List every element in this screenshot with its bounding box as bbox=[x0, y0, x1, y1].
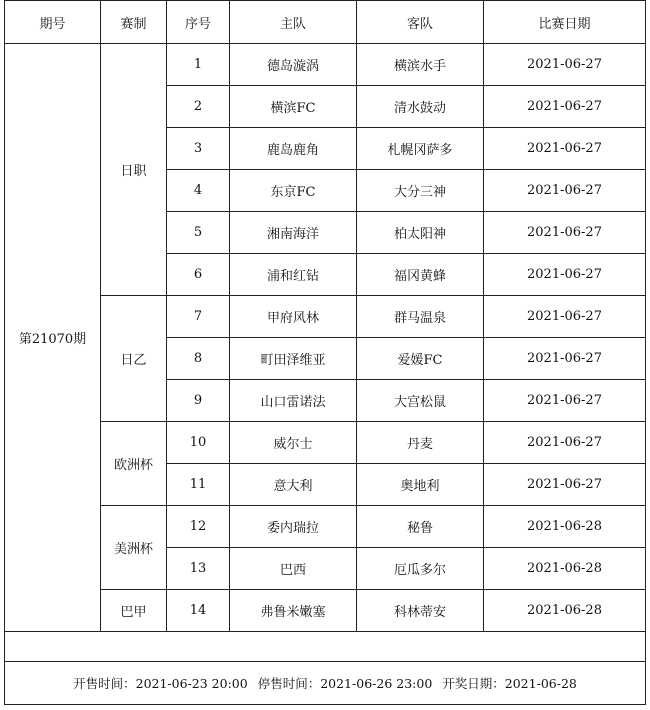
match-date-cell: 2021-06-27 bbox=[484, 86, 646, 128]
match-index-cell: 11 bbox=[167, 464, 230, 506]
header-competition: 赛制 bbox=[101, 1, 167, 44]
match-date-cell: 2021-06-28 bbox=[484, 590, 646, 632]
match-date-cell: 2021-06-27 bbox=[484, 338, 646, 380]
away-team-cell: 丹麦 bbox=[357, 422, 484, 464]
home-team-cell: 浦和红钻 bbox=[230, 254, 357, 296]
footer-row bbox=[5, 662, 646, 705]
competition-cell: 巴甲 bbox=[101, 590, 167, 632]
away-team-cell: 群马温泉 bbox=[357, 296, 484, 338]
away-team-cell: 奥地利 bbox=[357, 464, 484, 506]
blank-cell bbox=[5, 632, 646, 662]
header-period: 期号 bbox=[5, 1, 101, 44]
match-date-cell: 2021-06-28 bbox=[484, 506, 646, 548]
away-team-cell: 柏太阳神 bbox=[357, 212, 484, 254]
home-team-cell: 巴西 bbox=[230, 548, 357, 590]
match-date-cell: 2021-06-28 bbox=[484, 548, 646, 590]
table-row bbox=[5, 44, 646, 86]
home-team-cell: 德岛漩涡 bbox=[230, 44, 357, 86]
away-team-cell: 秘鲁 bbox=[357, 506, 484, 548]
home-team-cell: 鹿岛鹿角 bbox=[230, 128, 357, 170]
match-date-cell: 2021-06-27 bbox=[484, 464, 646, 506]
match-date-cell: 2021-06-27 bbox=[484, 254, 646, 296]
away-team-cell: 爱媛FC bbox=[357, 338, 484, 380]
match-index-cell: 2 bbox=[167, 86, 230, 128]
competition-cell: 日乙 bbox=[101, 296, 167, 422]
competition-cell: 美洲杯 bbox=[101, 506, 167, 590]
home-team-cell: 东京FC bbox=[230, 170, 357, 212]
away-team-cell: 横滨水手 bbox=[357, 44, 484, 86]
match-date-cell: 2021-06-27 bbox=[484, 44, 646, 86]
match-index-cell: 12 bbox=[167, 506, 230, 548]
header-index: 序号 bbox=[167, 1, 230, 44]
match-date-cell: 2021-06-27 bbox=[484, 128, 646, 170]
match-index-cell: 7 bbox=[167, 296, 230, 338]
match-index-cell: 9 bbox=[167, 380, 230, 422]
home-team-cell: 委内瑞拉 bbox=[230, 506, 357, 548]
home-team-cell: 弗鲁米嫩塞 bbox=[230, 590, 357, 632]
away-team-cell: 大分三神 bbox=[357, 170, 484, 212]
match-date-cell: 2021-06-27 bbox=[484, 422, 646, 464]
match-index-cell: 10 bbox=[167, 422, 230, 464]
match-index-cell: 1 bbox=[167, 44, 230, 86]
lottery-schedule-sheet bbox=[4, 0, 645, 707]
home-team-cell: 湘南海洋 bbox=[230, 212, 357, 254]
home-team-cell: 町田泽维亚 bbox=[230, 338, 357, 380]
table-row bbox=[5, 422, 646, 464]
header-row bbox=[5, 1, 646, 44]
table-row bbox=[5, 506, 646, 548]
match-table bbox=[4, 0, 646, 705]
away-team-cell: 清水鼓动 bbox=[357, 86, 484, 128]
table-row bbox=[5, 296, 646, 338]
header-away-team: 客队 bbox=[357, 1, 484, 44]
blank-row bbox=[5, 632, 646, 662]
home-team-cell: 横滨FC bbox=[230, 86, 357, 128]
away-team-cell: 福冈黄蜂 bbox=[357, 254, 484, 296]
table-row bbox=[5, 590, 646, 632]
home-team-cell: 意大利 bbox=[230, 464, 357, 506]
home-team-cell: 甲府风林 bbox=[230, 296, 357, 338]
away-team-cell: 大宫松鼠 bbox=[357, 380, 484, 422]
away-team-cell: 科林蒂安 bbox=[357, 590, 484, 632]
header-home-team: 主队 bbox=[230, 1, 357, 44]
match-index-cell: 8 bbox=[167, 338, 230, 380]
match-index-cell: 14 bbox=[167, 590, 230, 632]
footer-cell bbox=[5, 662, 646, 705]
match-index-cell: 4 bbox=[167, 170, 230, 212]
match-index-cell: 6 bbox=[167, 254, 230, 296]
match-index-cell: 5 bbox=[167, 212, 230, 254]
sale-stop-time: 停售时间：2021-06-26 23:00 bbox=[257, 676, 433, 691]
header-match-date: 比赛日期 bbox=[484, 1, 646, 44]
home-team-cell: 威尔士 bbox=[230, 422, 357, 464]
away-team-cell: 厄瓜多尔 bbox=[357, 548, 484, 590]
match-date-cell: 2021-06-27 bbox=[484, 296, 646, 338]
draw-date: 开奖日期：2021-06-28 bbox=[442, 676, 577, 691]
home-team-cell: 山口雷诺法 bbox=[230, 380, 357, 422]
away-team-cell: 札幌冈萨多 bbox=[357, 128, 484, 170]
competition-cell: 日职 bbox=[101, 44, 167, 296]
match-index-cell: 3 bbox=[167, 128, 230, 170]
match-body bbox=[5, 44, 646, 632]
period-cell: 第21070期 bbox=[5, 44, 101, 632]
sale-start-time: 开售时间：2021-06-23 20:00 bbox=[73, 676, 248, 691]
match-index-cell: 13 bbox=[167, 548, 230, 590]
match-date-cell: 2021-06-27 bbox=[484, 212, 646, 254]
match-date-cell: 2021-06-27 bbox=[484, 380, 646, 422]
competition-cell: 欧洲杯 bbox=[101, 422, 167, 506]
match-date-cell: 2021-06-27 bbox=[484, 170, 646, 212]
